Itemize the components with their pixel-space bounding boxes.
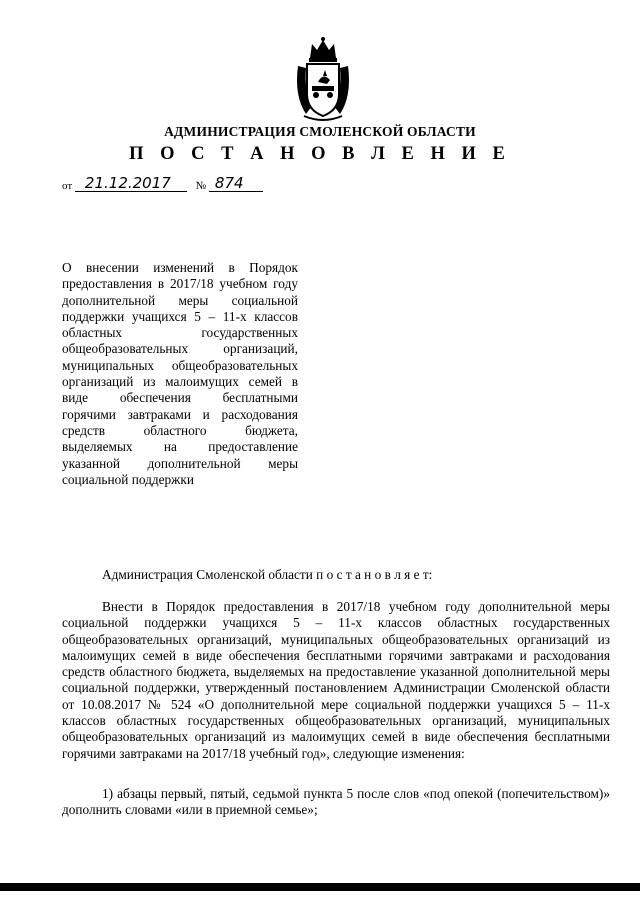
organization-name: АДМИНИСТРАЦИЯ СМОЛЕНСКОЙ ОБЛАСТИ [164, 124, 476, 139]
document-type-title: П О С Т А Н О В Л Е Н И Е [129, 144, 511, 164]
document-subject: О внесении изменений в Порядок предоставления в 2017/18 учебном году дополнительной меры социальной поддержки учащихся 5 – 11-х классов областных государственных общеобразовательных организаций, муниципальных общеобразовательных организаций из малоимущих семей в виде обеспечения бесплатными горячими завтраками и расходования средств областного бюджета, выделяемых на предоставление указанной дополнительной меры социальной поддержки [62, 260, 298, 487]
bottom-scan-border [0, 883, 640, 891]
document-number: 874 [209, 175, 263, 192]
number-label: № [195, 180, 207, 192]
document-date: 21.12.2017 [75, 175, 187, 192]
date-number-line [62, 175, 263, 192]
resolution-item-1: 1) абзацы первый, пятый, седьмой пункта 5 после слов «под опекой (попечительством)» дополнить словами «или в приемной семье»; [62, 786, 610, 818]
smolensk-coat-of-arms-icon [292, 36, 354, 122]
resolution-lead: Администрация Смоленской области п о с т а н о в л я е т: [102, 567, 433, 582]
resolution-main-paragraph: Внести в Порядок предоставления в 2017/18 учебном году дополнительной меры социальной поддержки учащихся 5 – 11-х классов областных государственных общеобразовательных организаций, муниципальных общеобразовательных организаций из малоимущих семей в виде обеспечения бесплатными горячими завтраками и расходования средств областного бюджета, выделяемых на предоставление указанной дополнительной меры социальной поддержки, утвержденный постановлением Администрации Смоленской области от 10.08.2017 № 524 «О дополнительной мере социальной поддержки учащихся 5 – 11-х классов областных государственных общеобразовательных организаций, муниципальных общеобразовательных организаций из малоимущих семей в виде обеспечения бесплатными горячими завтраками на 2017/18 учебный год», следующие изменения: [62, 599, 610, 761]
date-from-label: от [62, 180, 73, 192]
